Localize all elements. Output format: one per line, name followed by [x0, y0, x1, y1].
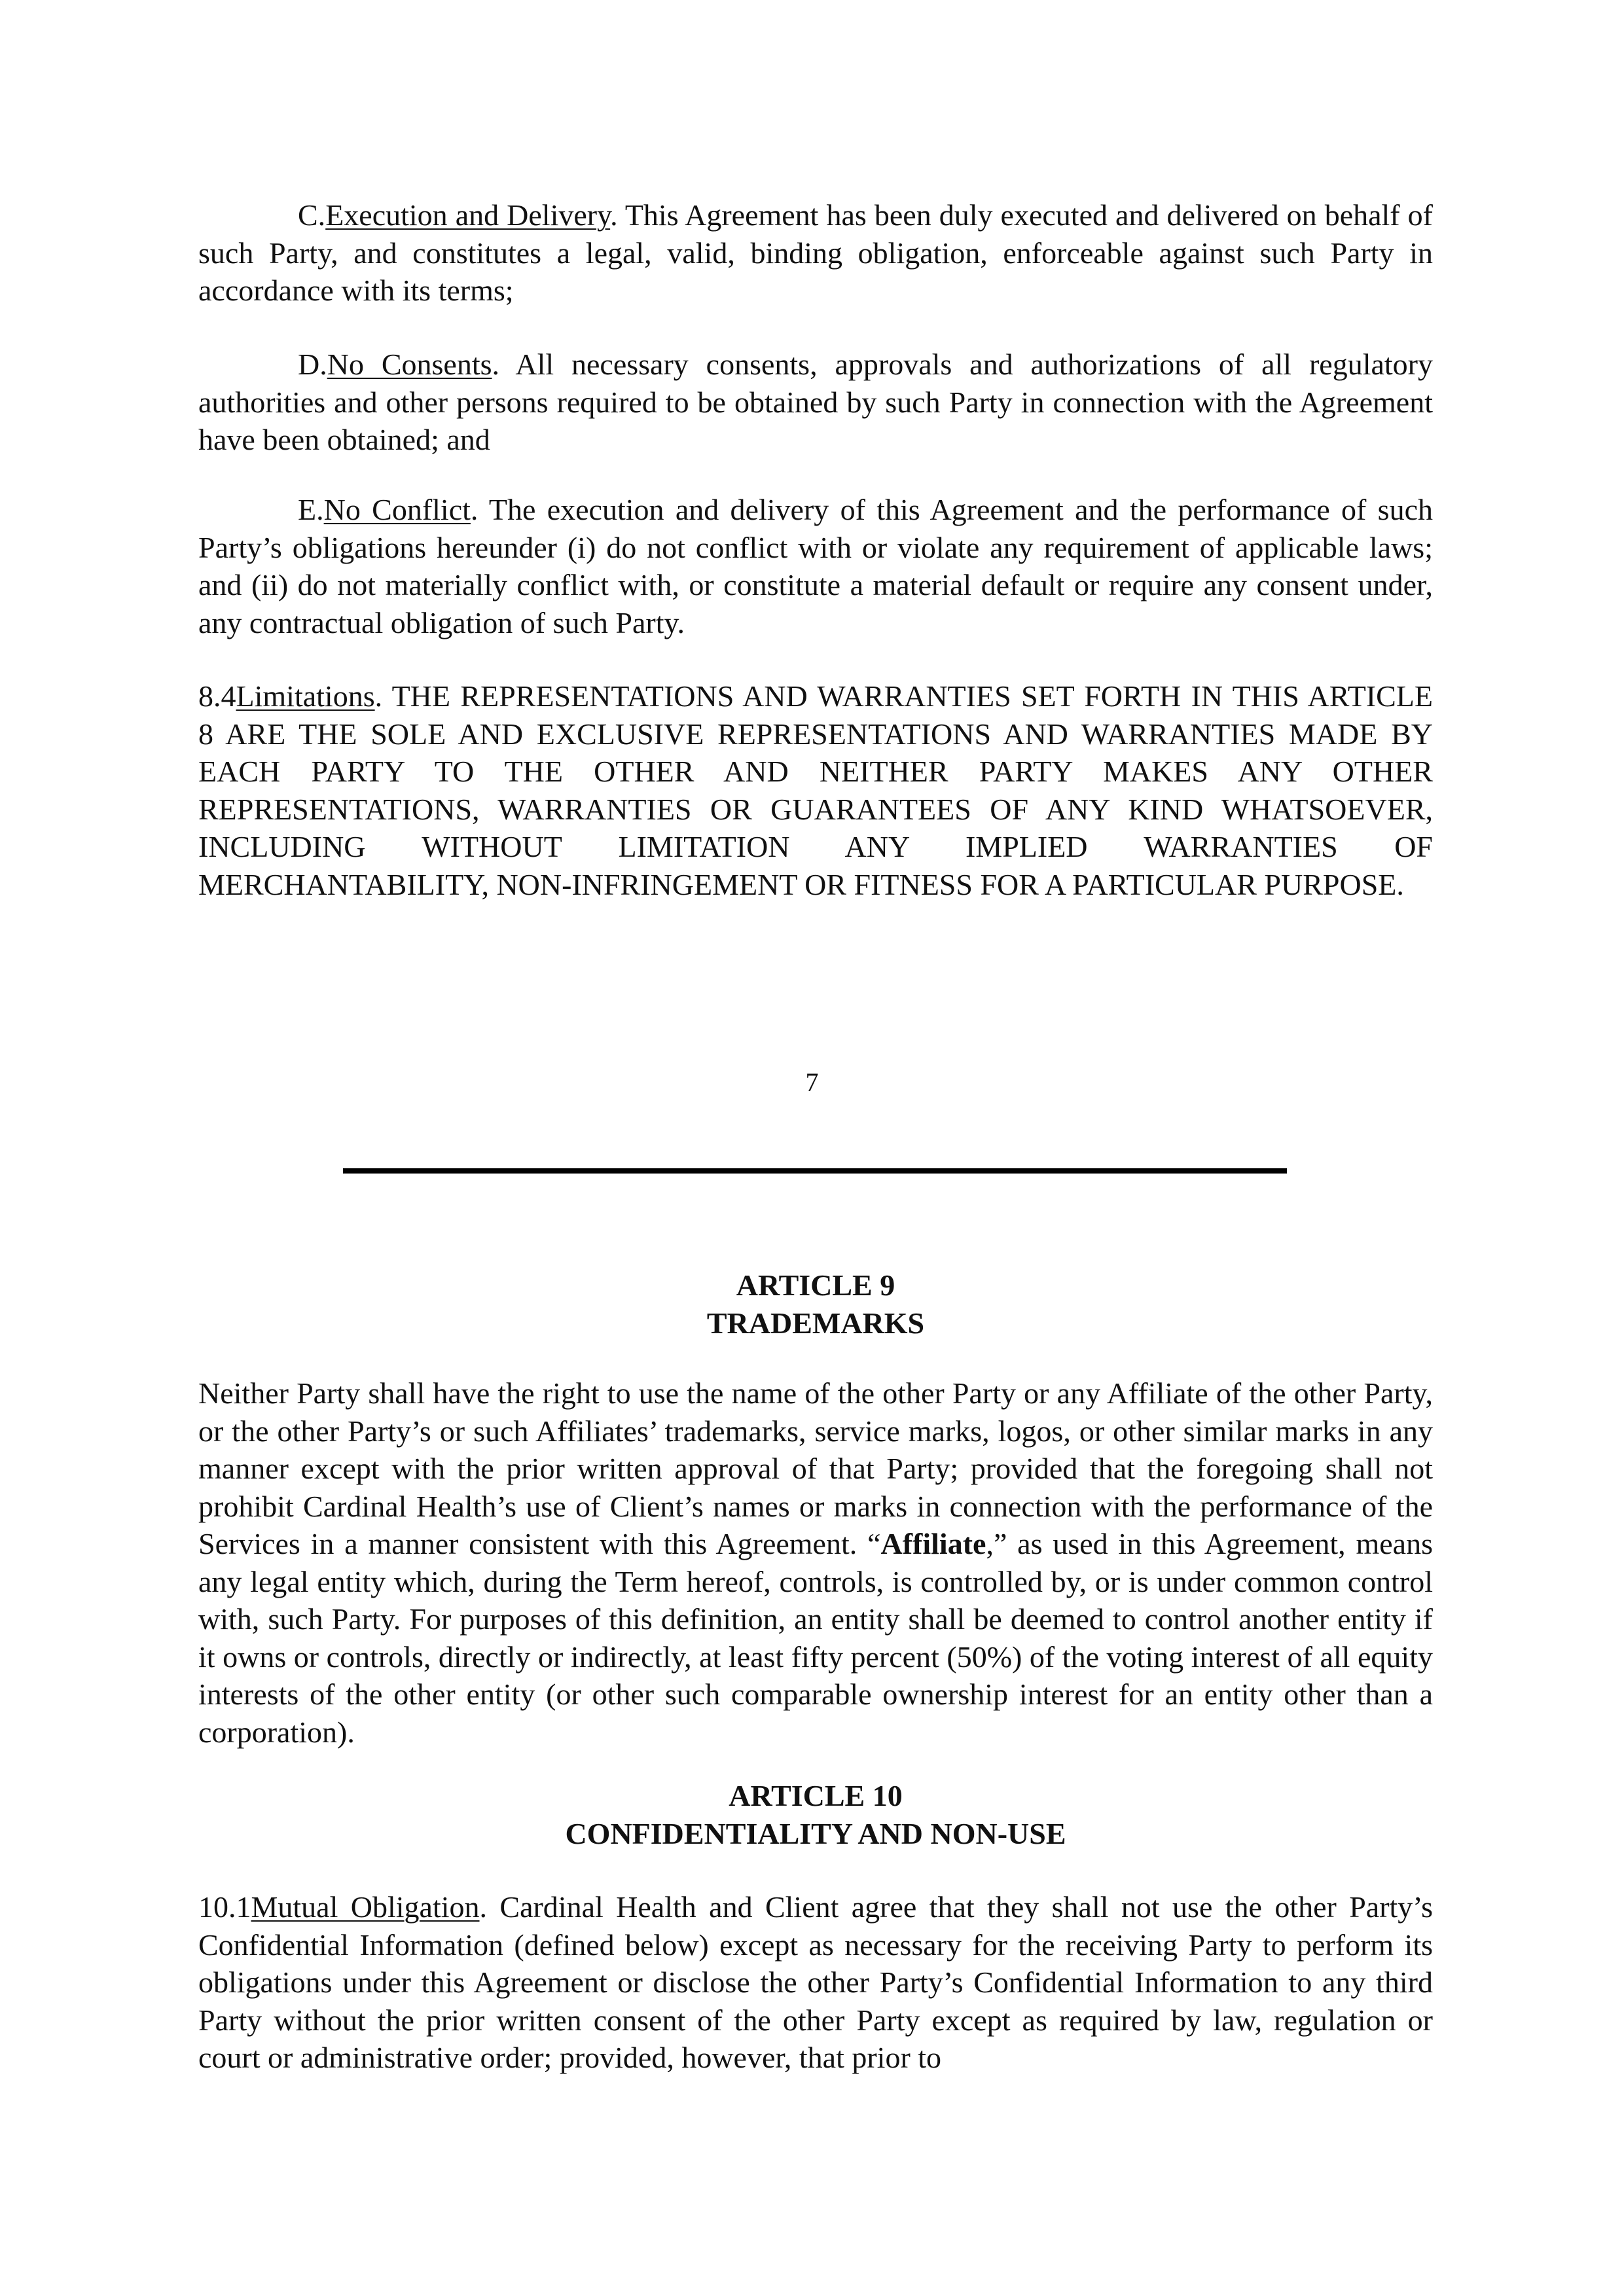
clause-no-consents [198, 346, 1433, 459]
page-number: 7 [805, 1067, 819, 1097]
article-9-number: ARTICLE 9 [736, 1268, 895, 1302]
clause-number: 10.1 [198, 1890, 251, 1924]
clause-title: No Consents [327, 348, 492, 381]
clause-text: . Cardinal Health and Client agree that they shall not use the other Party’s Confidential Information (defined below) except as necessary for the receiving Party to perform its obligations under this Agreement or disclose the other Party’s Confidential Information to any third Party without the prior written consent of the other Party except as required by law, regulation or court or administrative order; provided, however, that prior to [198, 1890, 1433, 2074]
clause-execution-and-delivery [198, 196, 1433, 310]
article-10-title: CONFIDENTIALITY AND NON-USE [565, 1816, 1066, 1850]
article-10-number: ARTICLE 10 [729, 1779, 903, 1812]
article-9-title: TRADEMARKS [706, 1306, 925, 1340]
clause-text: . THE REPRESENTATIONS AND WARRANTIES SET FORTH IN THIS ARTICLE 8 ARE THE SOLE AND EXCLUSIVE REPRESENTATIONS AND WARRANTIES MADE BY EACH PARTY TO THE OTHER AND NEITHER PARTY MAKES ANY OTHER REPRESENTATIONS, WARRANTIES OR GUARANTEES OF ANY KIND WHATSOEVER, INCLUDING WITHOUT LIMITATION ANY IMPLIED WARRANTIES OF MERCHANTABILITY, NON-INFRINGEMENT OR FITNESS FOR A PARTICULAR PURPOSE. [198, 679, 1433, 901]
page-break-divider [343, 1168, 1287, 1174]
clause-text: . This Agreement has been duly executed and delivered on behalf of such Party, and constitutes a legal, valid, binding obligation, enforceable against such Party in accordance with its terms; [198, 198, 1433, 307]
section-10-1-mutual-obligation [198, 1888, 1433, 2077]
clause-number: D. [298, 348, 327, 381]
clause-number: E. [298, 493, 324, 526]
clause-no-conflict [198, 491, 1433, 641]
clause-title: Limitations [236, 679, 375, 713]
article-9-heading [198, 1266, 1433, 1342]
clause-number: 8.4 [198, 679, 236, 713]
clause-title: Execution and Delivery [325, 198, 611, 232]
clause-title: No Conflict [323, 493, 471, 526]
article-9-body [198, 1374, 1433, 1751]
article-9-text-a: Neither Party shall have the right to use the name of the other Party or any Affiliate of the other Party, or the other Party’s or such Affiliates’ trademarks, service marks, logos, or other similar marks in any manner except with the prior written approval of that Party; provided that the foregoing shall not prohibit Cardinal Health’s use of Client’s names or marks in connection with the performance of the Services in a manner consistent with this Agreement. “ [198, 1376, 1433, 1560]
clause-title: Mutual Obligation [251, 1890, 480, 1924]
article-10-heading [198, 1777, 1433, 1852]
affiliate-term: Affiliate [880, 1527, 986, 1560]
section-8-4-limitations [198, 677, 1433, 903]
clause-text: . The execution and delivery of this Agreement and the performance of such Party’s obligations hereunder (i) do not conflict with or violate any requirement of applicable laws; and (ii) do not materially conflict with, or constitute a material default or require any consent under, any contractual obligation of such Party. [198, 493, 1433, 639]
article-9-text-b: ,” as used in this Agreement, means any legal entity which, during the Term hereof, controls, is controlled by, or is under common control with, such Party. For purposes of this definition, an entity shall be deemed to control another entity if it owns or controls, directly or indirectly, at least fifty percent (50%) of the voting interest of all equity interests of the other entity (or other such comparable ownership interest for an entity other than a corporation). [198, 1527, 1433, 1749]
clause-number: C. [298, 198, 326, 232]
clause-text: . All necessary consents, approvals and authorizations of all regulatory authorities and other persons required to be obtained by such Party in connection with the Agreement have been obtained; and [198, 348, 1433, 456]
